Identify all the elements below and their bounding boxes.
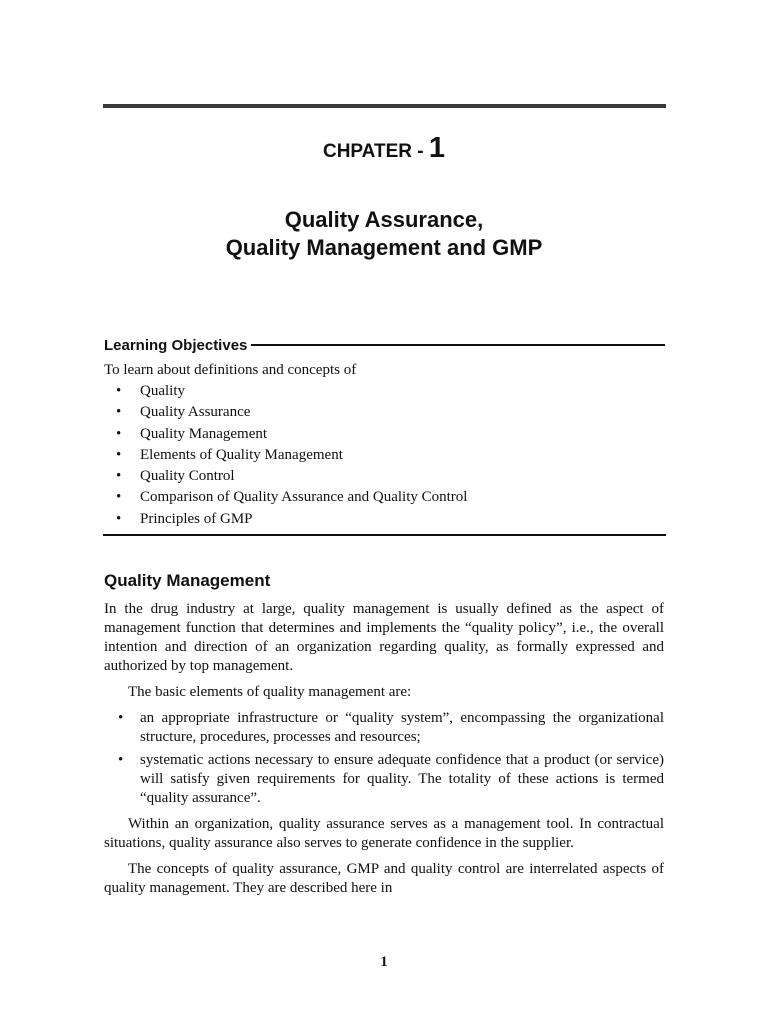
- body-paragraph: In the drug industry at large, quality management is usually defined as the aspect of management function that determines and implements the “quality policy”, i.e., the overall intention and direction of an organization regarding quality, as formally expressed and authorized by top management.: [104, 601, 664, 674]
- body-paragraph: The basic elements of quality management are:: [128, 684, 412, 700]
- top-rule: [103, 104, 666, 108]
- learning-objective-item: • Quality Assurance: [104, 402, 644, 423]
- learning-objective-item: • Quality Control: [104, 466, 644, 487]
- section-body: [104, 600, 664, 905]
- learning-objective-item: • Elements of Quality Management: [104, 445, 644, 466]
- chapter-number: 1: [428, 132, 446, 164]
- learning-objective-item: • Quality: [104, 381, 644, 402]
- learning-objectives-heading: Learning Objectives: [104, 336, 248, 354]
- section-heading: Quality Management: [104, 571, 271, 590]
- chapter-heading: [0, 130, 768, 170]
- quality-elements-list: [104, 709, 664, 808]
- learning-objective-item: • Principles of GMP: [104, 509, 644, 530]
- learning-objectives-intro: To learn about definitions and concepts of: [104, 362, 357, 378]
- chapter-label: CHPATER -: [322, 141, 424, 162]
- learning-objectives-rule: [251, 344, 665, 346]
- chapter-title: [0, 206, 768, 262]
- learning-objective-item: • Comparison of Quality Assurance and Quality Control: [104, 487, 644, 508]
- quality-element-item: • an appropriate infrastructure or “quality system”, encompassing the organizational structure, procedures, processes and resources;: [104, 709, 664, 747]
- learning-objectives-header: [104, 334, 665, 356]
- learning-objectives-bottom-rule: [103, 534, 666, 536]
- learning-objectives-list: [104, 381, 644, 530]
- page-number: 1: [380, 954, 388, 970]
- quality-element-item: • systematic actions necessary to ensure adequate confidence that a product (or service) will satisfy given requirements for quality. The totality of these actions is termed “quality assurance”.: [104, 751, 664, 808]
- chapter-title-line1: Quality Assurance,: [284, 207, 484, 232]
- learning-objective-item: • Quality Management: [104, 424, 644, 445]
- chapter-title-line2: Quality Management and GMP: [225, 235, 543, 260]
- body-paragraph: The concepts of quality assurance, GMP and quality control are interrelated aspects of quality management. They are described here in: [104, 861, 664, 896]
- body-paragraph: Within an organization, quality assurance serves as a management tool. In contractual situations, quality assurance also serves to generate confidence in the supplier.: [104, 816, 664, 851]
